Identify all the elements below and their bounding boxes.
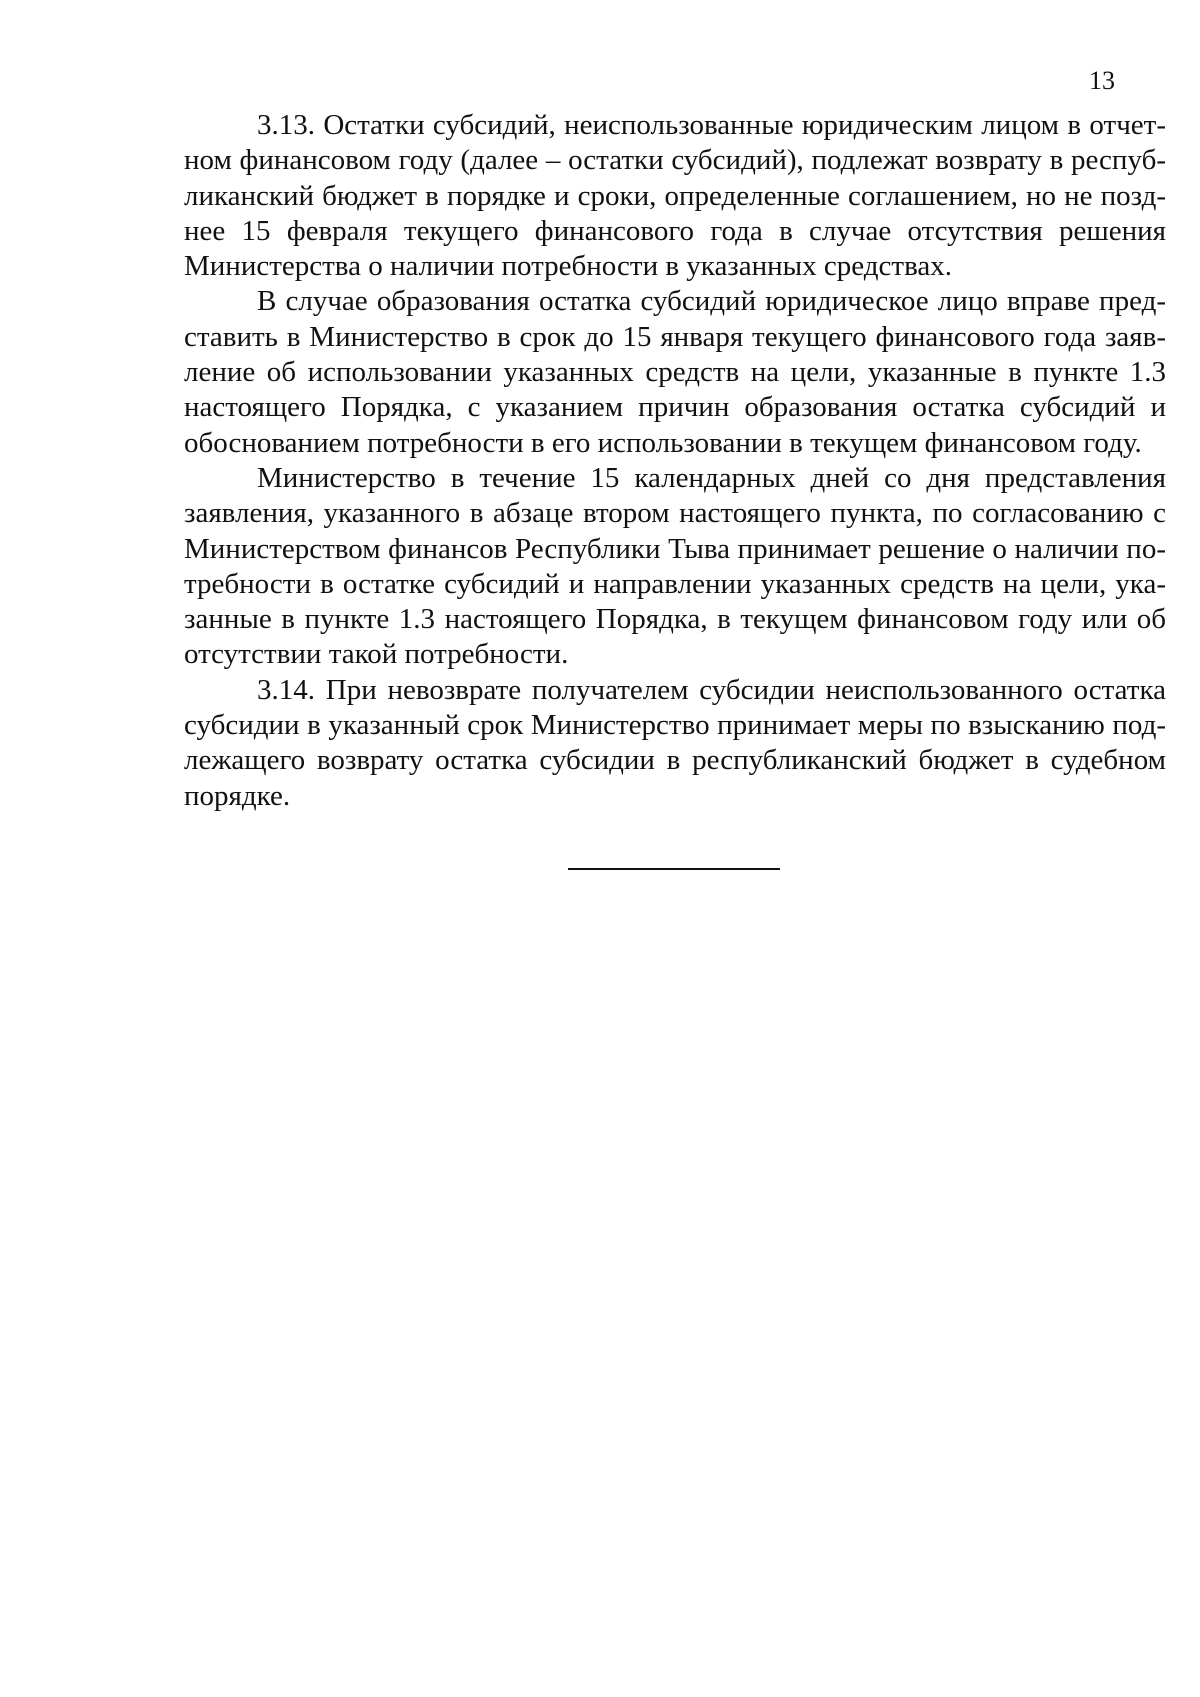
paragraph-ministry-decision: Министерство в течение 15 календарных дней со дня представления заявления, указанного в абзаце втором настоящего пункта, по согласованию с Министерством финансов Республики Тыва принимает решение о наличии потребности в остатке субсидий и направлении указанных средств на цели, указанные в пункте 1.3 настоящего Порядка, в текущем финансовом году или об отсутствии такой потребности. [184, 461, 1166, 671]
paragraph-3-13: 3.13. Остатки субсидий, неиспользованные юридическим лицом в отчетном финансовом году (далее – остатки субсидий), подлежат возврату в республиканский бюджет в порядке и сроки, определенные соглашением, но не позднее 15 февраля текущего финансового года в случае отсутствия решения Министерства о наличии потребности в указанных средствах. [184, 109, 1166, 283]
paragraph-remainder-application: В случае образования остатка субсидий юридическое лицо вправе представить в Министерство в срок до 15 января текущего финансового года заявление об использовании указанных средств на цели, указанные в пункте 1.3 настоящего Порядка, с указанием причин образования остатка субсидий и обоснованием потребности в его использовании в текущем финансовом году. [184, 285, 1166, 459]
document-body [184, 108, 1166, 814]
end-of-document-rule [568, 868, 780, 870]
paragraph-3-14: 3.14. При невозврате получателем субсидии неиспользованного остатка субсидии в указанный срок Министерство принимает меры по взысканию подлежащего возврату остатка субсидии в республиканский бюджет в судебном порядке. [184, 673, 1166, 812]
page-number: 13 [1089, 66, 1115, 95]
